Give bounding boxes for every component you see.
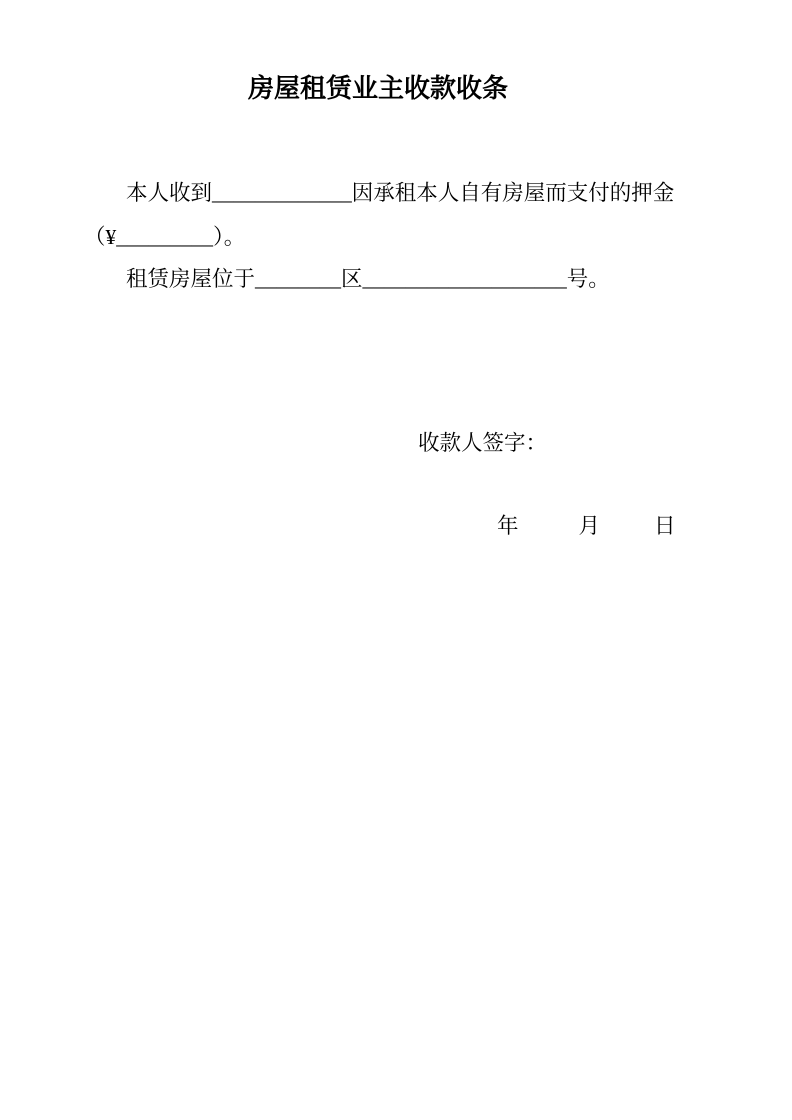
body-line-deposit: 本人收到_____________因承租本人自有房屋而支付的押金	[126, 181, 675, 205]
document-title: 房屋租赁业主收款收条	[247, 74, 508, 103]
body-line-address: 租赁房屋位于________区___________________号。	[126, 267, 610, 291]
date-line	[497, 513, 676, 539]
year-label: 年	[497, 514, 519, 538]
signature-label: 收款人签字：	[418, 431, 548, 455]
month-label: 月	[578, 514, 601, 538]
day-label: 日	[654, 514, 676, 538]
body-line-amount: （¥_________）。	[84, 225, 246, 249]
